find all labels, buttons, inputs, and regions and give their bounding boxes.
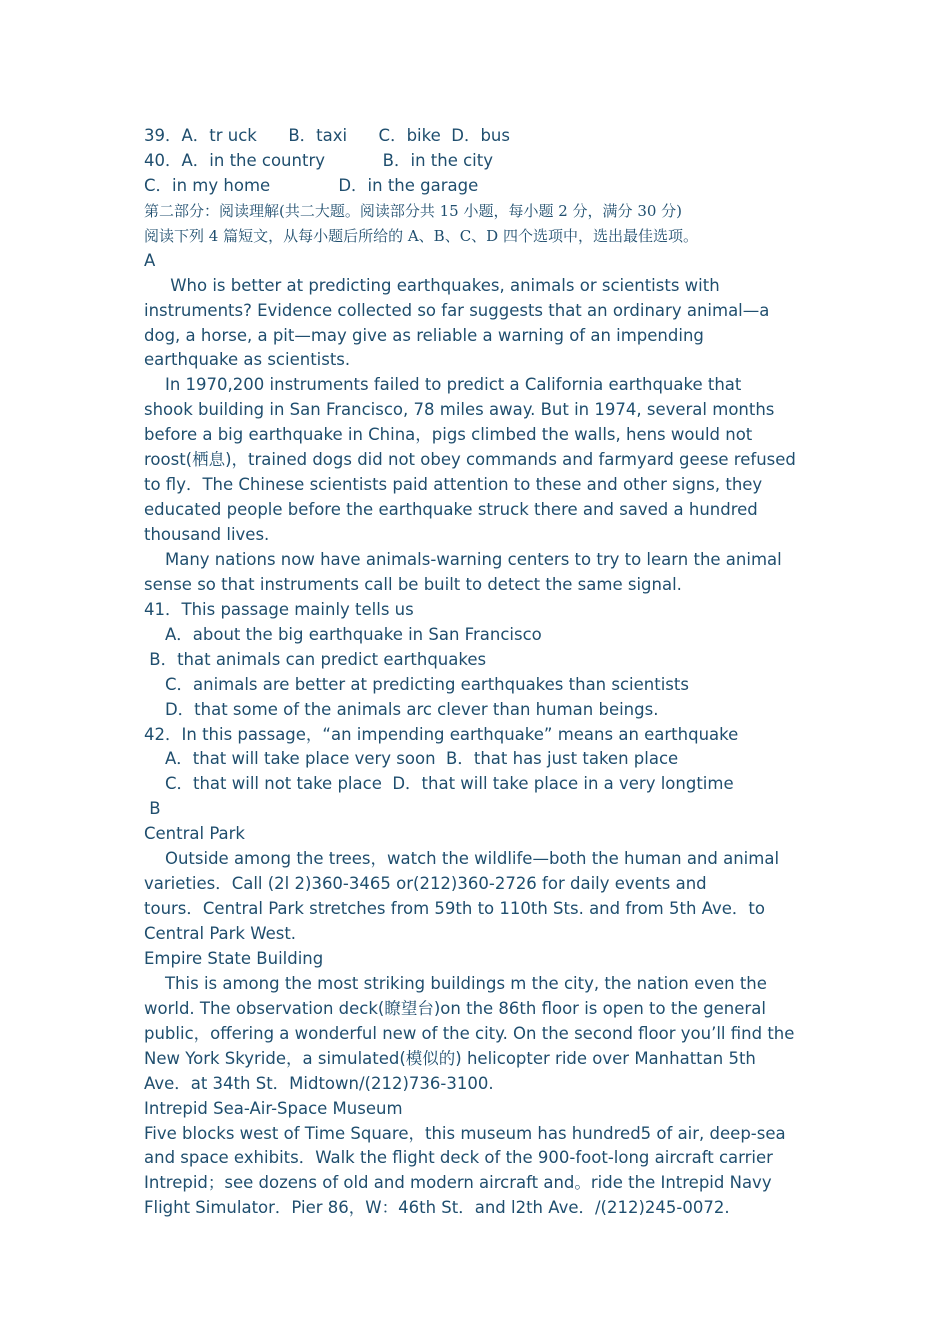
passage-a-line: Many nations now have animals-warning centers to try to learn the animal <box>144 549 782 569</box>
question-41-option-a: A．about the big earthquake in San Francisco <box>144 624 542 644</box>
central-park-line: Outside among the trees，watch the wildlife—both the human and animal <box>144 849 780 869</box>
question-42-options-cd: C．that will not take place D．that will take place in a very longtime <box>144 774 734 794</box>
passage-a-line: shook building in San Francisco, 78 miles away. But in 1974, several months <box>144 400 775 420</box>
intrepid-museum-line: and space exhibits．Walk the flight deck of the 900-foot-long aircraft carrier <box>144 1148 773 1168</box>
passage-a-line: to fly．The Chinese scientists paid attention to these and other signs, they <box>144 475 763 495</box>
empire-state-heading: Empire State Building <box>144 948 324 968</box>
question-41-option-d: D．that some of the animals arc clever than human beings. <box>144 699 659 719</box>
question-41-option-c: C．animals are better at predicting earthquakes than scientists <box>144 674 689 694</box>
empire-state-line: New York Skyride，a simulated(模似的) helicopter ride over Manhattan 5th <box>144 1048 756 1068</box>
passage-a-line: In 1970,200 instruments failed to predict a California earthquake that <box>144 375 742 395</box>
passage-a-line: Who is better at predicting earthquakes, animals or scientists with <box>144 275 720 295</box>
empire-state-line: This is among the most striking buildings m the city, the nation even the <box>144 973 767 993</box>
passage-a-line: sense so that instruments call be built to detect the same signal. <box>144 574 682 594</box>
passage-a-line: before a big earthquake in China，pigs climbed the walls, hens would not <box>144 425 753 445</box>
empire-state-line: public，offering a wonderful new of the city. On the second floor you’ll find the <box>144 1023 795 1043</box>
intrepid-museum-heading: Intrepid Sea-Air-Space Museum <box>144 1098 403 1118</box>
question-41-option-b: B．that animals can predict earthquakes <box>144 649 487 669</box>
passage-a-label: A <box>144 250 156 270</box>
question-40-options-cd: C．in my home D．in the garage <box>144 175 479 195</box>
document-page <box>144 124 814 1221</box>
intrepid-museum-line: Flight Simulator．Pier 86，W：46th St．and l2th Ave．/(212)245-0072. <box>144 1198 730 1218</box>
question-42-options-ab: A．that will take place very soon B．that has just taken place <box>144 749 679 769</box>
section-instructions: 阅读下列 4 篇短文，从每小题后所给的 A、B、C、D 四个选项中，选出最佳选项。 <box>144 226 698 245</box>
intrepid-museum-line: Five blocks west of Time Square，this museum has hundred5 of air, deep-sea <box>144 1123 786 1143</box>
central-park-line: Central Park West. <box>144 924 297 943</box>
empire-state-line: world. The observation deck(瞭望台)on the 86th floor is open to the general <box>144 998 766 1018</box>
passage-a-line: thousand lives. <box>144 525 270 544</box>
passage-a-line: instruments? Evidence collected so far suggests that an ordinary animal—a <box>144 300 770 320</box>
central-park-line: varieties．Call (2l 2)360-3465 or(212)360-2726 for daily events and <box>144 874 707 894</box>
passage-a-line: educated people before the earthquake struck there and saved a hundred <box>144 500 758 520</box>
passage-a-line: dog, a horse, a pit—may give as reliable a warning of an impending <box>144 325 704 345</box>
question-40-options-ab: 40．A．in the country B．in the city <box>144 150 494 170</box>
intrepid-museum-line: Intrepid；see dozens of old and modern aircraft and。ride the Intrepid Navy <box>144 1173 772 1193</box>
question-42-stem: 42．In this passage，“an impending earthquake” means an earthquake <box>144 724 739 744</box>
question-39-options: 39．A．tr uck B．taxi C．bike D．bus <box>144 126 510 145</box>
central-park-heading: Central Park <box>144 824 245 844</box>
passage-a-line: roost(栖息)，trained dogs did not obey commands and farmyard geese refused <box>144 450 796 470</box>
passage-a-line: earthquake as scientists. <box>144 350 351 370</box>
central-park-line: tours．Central Park stretches from 59th to 110th Sts. and from 5th Ave．to <box>144 899 765 919</box>
question-41-stem: 41．This passage mainly tells us <box>144 599 414 619</box>
empire-state-line: Ave．at 34th St．Midtown/(212)736-3100. <box>144 1073 494 1093</box>
section-heading: 第二部分：阅读理解(共二大题。阅读部分共 15 小题，每小题 2 分，满分 30 分) <box>144 201 683 220</box>
passage-b-label: B <box>144 799 161 819</box>
